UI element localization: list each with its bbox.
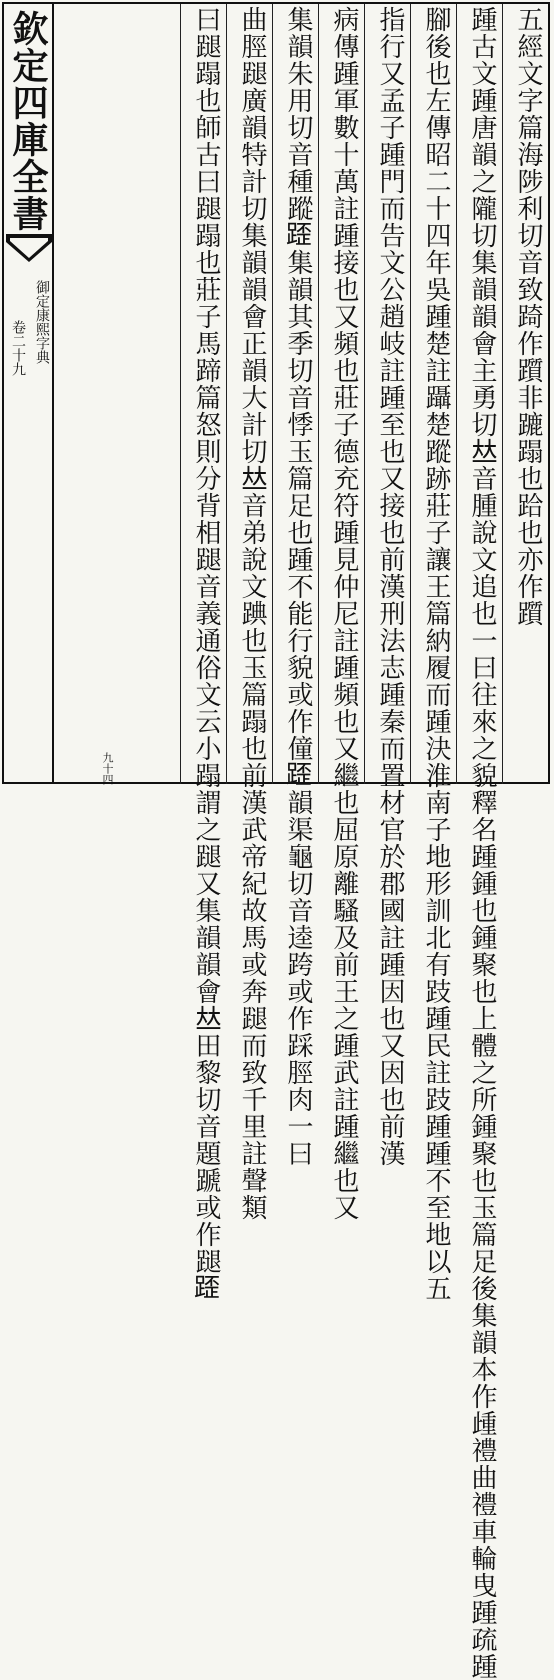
column-rule	[502, 4, 503, 784]
column-rule	[180, 4, 181, 784]
text-column: 踵古文踵唐韻之隴切集韻韻會主勇切𠀤音腫說文追也一曰往來之貌釋名踵鍾也鍾聚也上體之所鍾聚也玉篇足後集韻本作歱禮曲禮車輪曳踵疏踵	[467, 6, 497, 1680]
page-number: 九十四	[101, 752, 114, 785]
dictionary-name: 御定康熙字典	[34, 280, 50, 364]
page-margin-strip	[2, 2, 54, 784]
text-column: 曲脛蹆廣韻特計切集韻韻會正韻大計切𠀤音弟說文䠄也玉篇蹋也前漢武帝紀故馬或奔蹆而致千里註聲類	[237, 6, 267, 1221]
text-column: 病傳踵軍數十萬註踵接也又頻也莊子德充符踵見仲尼註踵頻也又繼也屈原離騷及前王之踵武註踵繼也又	[329, 6, 359, 1221]
text-column: 五經文字篇海陟利切音致踦作躓非蹗蹋也跲也亦作躓	[513, 6, 543, 627]
text-column: 指行又孟子踵門而告文公趙岐註踵至也又接也前漢刑法志踵秦而置材官於郡國註踵因也又因也前漢	[375, 6, 405, 1167]
volume-label: 卷二十九	[10, 320, 26, 376]
text-column: 腳後也左傳昭二十四年吳踵楚註躡楚蹤跡莊子讓王篇納履而踵決淮南子地形訓北有跂踵民註跂踵踵不至地以五	[421, 6, 451, 1302]
book-title: 欽定四庫全書	[7, 10, 49, 232]
column-rule	[456, 4, 457, 784]
column-rule	[226, 4, 227, 784]
column-rule	[364, 4, 365, 784]
column-rule	[318, 4, 319, 784]
text-column: 曰蹆蹋也師古曰蹆蹋也莊子馬蹄篇怒則分背相蹆音義通俗文云小蹋謂之蹆又集韻韻會𠀤田黎切音題蹏或作蹆𨂿	[191, 6, 221, 1302]
column-rule	[272, 4, 273, 784]
column-rule	[410, 4, 411, 784]
text-column: 集韻朱用切音種蹤𨂿集韻其季切音悸玉篇足也踵不能行貌或作僮𨂿韻渠龜切音逵跨或作踩脛肉一曰	[283, 6, 313, 1167]
fishtail-ornament-icon	[4, 232, 54, 272]
